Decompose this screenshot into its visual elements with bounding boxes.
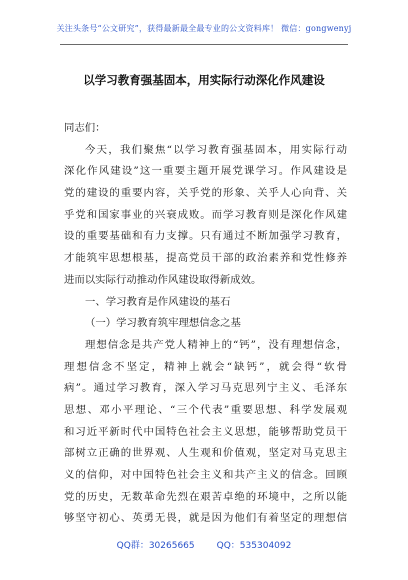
paragraph-line: 设的重要基础和有力支撑。只有通过不断加强学习教育， (64, 230, 347, 243)
footer-contact (0, 538, 408, 551)
footer-qq-group: QQ群：30265665 (116, 541, 195, 551)
header-banner: 关注头条号“公文研究”，获得最新最全最专业的公文资料库！ 微信：gongwenyj (56, 24, 352, 33)
paragraph-line: 部树立正确的世界观、人生观和价值观，坚定对马克思主 (64, 447, 347, 460)
paragraph-line: 思想、邓小平理论、“三个代表”重要思想、科学发展观 (64, 403, 347, 416)
paragraph-line: 理想信念是共产党人精神上的“钙”，没有理想信念， (85, 338, 347, 351)
paragraph-line: 党的建设的重要内容，关乎党的形象、关乎人心向背、关 (64, 187, 347, 200)
paragraph-line: 今天，我们聚焦“以学习教育强基固本，用实际行动 (85, 143, 347, 156)
paragraph-line: 进而以实际行动推动作风建设取得新成效。 (64, 273, 262, 286)
document-title: 以学习教育强基固本，用实际行动深化作风建设 (83, 73, 325, 87)
header-divider (60, 44, 348, 45)
subsection-heading: （一）学习教育筑牢理想信念之基 (85, 317, 241, 330)
paragraph-line: 和习近平新时代中国特色社会主义思想，能够帮助党员干 (64, 425, 347, 438)
paragraph-line: 理想信念不坚定，精神上就会“缺钙”，就会得“软骨 (64, 360, 347, 373)
paragraph-line: 义的信仰，对中国特色社会主义和共产主义的信念。回顾 (64, 469, 347, 481)
paragraph-line: 党的历史，无数革命先烈在艰苦卓绝的环境中，之所以能 (64, 490, 347, 503)
paragraph-line: 够坚守初心、英勇无畏，就是因为他们有着坚定的理想信 (64, 512, 347, 525)
paragraph-line: 病”。通过学习教育，深入学习马克思列宁主义、毛泽东 (64, 382, 347, 395)
section-heading: 一、学习教育是作风建设的基石 (85, 295, 231, 308)
document-body (64, 118, 347, 530)
paragraph-line: 才能筑牢思想根基，提高党员干部的政治素养和党性修养 (64, 252, 347, 265)
footer-qq-number: QQ：535304092 (216, 541, 292, 551)
paragraph-line: 深化作风建设”这一重要主题开展党课学习。作风建设是 (64, 165, 347, 178)
salutation-line: 同志们： (64, 122, 106, 134)
paragraph-line: 乎党和国家事业的兴衰成败。而学习教育则是深化作风建 (64, 208, 347, 221)
